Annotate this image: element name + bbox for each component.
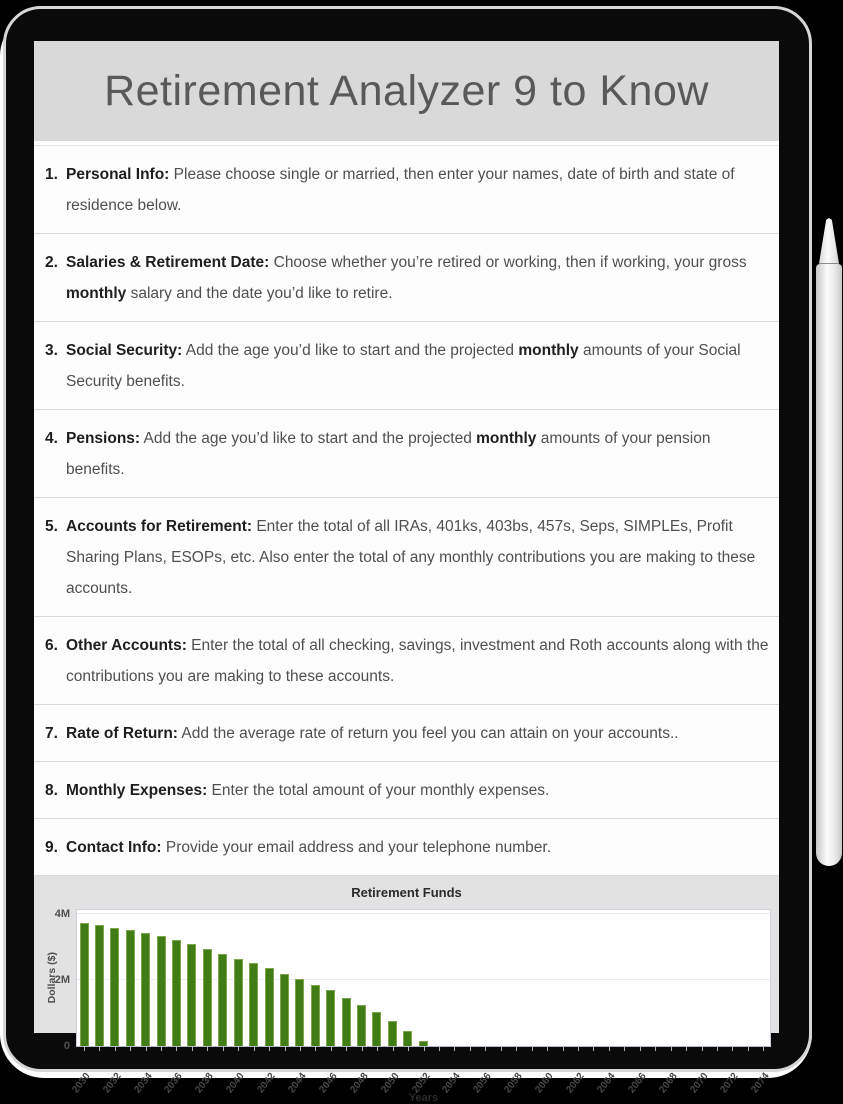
instruction-item-1 (34, 145, 779, 234)
plot-area (54, 908, 771, 1052)
x-tick-label-2048: 2048 (348, 1071, 371, 1096)
bar-2031 (95, 925, 104, 1046)
item-text: Accounts for Retirement: Enter the total of all IRAs, 401ks, 403bs, 457s, Seps, SIMPLEs, Profit Sharing Plans, ESOPs, etc. Also enter the total of any monthly contributions you are making to these accounts. (66, 518, 756, 597)
chart-title: Retirement Funds (351, 885, 462, 900)
bar-2037 (187, 944, 196, 1046)
x-tick-label-2070: 2070 (687, 1071, 711, 1096)
x-tick-label-2052: 2052 (409, 1071, 433, 1096)
plot-wrapper (54, 908, 772, 1096)
bar-2040 (234, 959, 243, 1046)
item-text: Social Security: Add the age you’d like to start and the projected monthly amounts of your Social Security benefits. (66, 342, 741, 390)
bar-2052 (419, 1041, 428, 1046)
bar-2049 (372, 1012, 381, 1046)
x-tick-label-2034: 2034 (131, 1071, 155, 1096)
bar-2036 (172, 940, 181, 1046)
x-tick-label-2036: 2036 (162, 1071, 186, 1096)
item-text: Salaries & Retirement Date: Choose whether you’re retired or working, then if working, your gross monthly salary and the date you’d like to retire. (66, 254, 747, 302)
gridline-4M (77, 913, 770, 914)
stylus-tip (817, 218, 841, 264)
x-tick-label-2074: 2074 (749, 1071, 772, 1096)
bar-2030 (80, 923, 89, 1046)
item-text: Monthly Expenses: Enter the total amount of your monthly expenses. (66, 782, 550, 799)
x-tick-label-2056: 2056 (471, 1071, 494, 1096)
item-label: Social Security: (66, 342, 183, 359)
x-tick-label-2058: 2058 (502, 1071, 525, 1096)
x-tick-label-2064: 2064 (595, 1071, 618, 1096)
bar-2042 (265, 968, 274, 1046)
bar-2047 (342, 998, 351, 1047)
item-number: 7. (45, 725, 58, 742)
bar-2041 (249, 963, 258, 1046)
bar-2039 (218, 954, 227, 1046)
x-tick-label-2066: 2066 (626, 1071, 649, 1096)
bar-2048 (357, 1005, 366, 1046)
instruction-item-7 (34, 705, 779, 762)
item-label: Other Accounts: (66, 637, 187, 654)
instruction-item-2 (34, 234, 779, 322)
bar-2046 (326, 990, 335, 1046)
bar-2045 (311, 985, 320, 1046)
x-tick-label-2046: 2046 (317, 1071, 340, 1096)
item-text: Rate of Return: Add the average rate of return you feel you can attain on your accounts.. (66, 725, 679, 742)
chart-section (34, 876, 779, 1104)
item-number: 4. (45, 430, 58, 447)
x-tick-label-2042: 2042 (255, 1071, 278, 1096)
bar-2032 (110, 928, 119, 1046)
x-tick-label-2062: 2062 (564, 1071, 587, 1096)
item-label: Contact Info: (66, 839, 162, 856)
stylus (816, 218, 842, 866)
y-tick-label-0: 0 (63, 1040, 70, 1052)
x-tick-label-2040: 2040 (224, 1071, 247, 1096)
item-number: 9. (45, 839, 58, 856)
item-number: 3. (45, 342, 58, 359)
item-text: Personal Info: Please choose single or married, then enter your names, date of birth and state of residence below. (66, 166, 735, 214)
item-label: Pensions: (66, 430, 141, 447)
x-tick-label-2054: 2054 (440, 1071, 464, 1096)
y-tick-label-4M: 4M (54, 908, 70, 920)
item-number: 1. (45, 166, 58, 183)
x-axis-labels (70, 1047, 772, 1096)
x-tick-label-2072: 2072 (718, 1071, 742, 1096)
x-tick-label-2068: 2068 (656, 1071, 680, 1096)
x-tick-label-2032: 2032 (100, 1071, 124, 1096)
bar-2035 (157, 936, 166, 1046)
bar-2050 (388, 1021, 397, 1046)
tablet-frame (3, 6, 812, 1104)
item-label: Monthly Expenses: (66, 782, 208, 799)
item-text: Contact Info: Provide your email address and your telephone number. (66, 839, 552, 856)
bar-2044 (295, 979, 304, 1046)
item-label: Accounts for Retirement: (66, 518, 253, 535)
stylus-body (816, 264, 842, 866)
instruction-item-3 (34, 322, 779, 410)
page-header (34, 41, 779, 141)
y-axis-title-text: Dollars ($) (46, 952, 58, 1004)
x-tick-label-2050: 2050 (378, 1071, 402, 1096)
y-tick-label-2M: 2M (54, 974, 70, 986)
page-title: Retirement Analyzer 9 to Know (104, 66, 709, 115)
instruction-item-5 (34, 498, 779, 617)
item-label: Rate of Return: (66, 725, 178, 742)
bar-2034 (141, 933, 150, 1046)
bar-2043 (280, 974, 289, 1046)
tablet-screen (34, 41, 779, 1104)
x-tick-label-2030: 2030 (70, 1071, 93, 1096)
item-text: Other Accounts: Enter the total of all checking, savings, investment and Roth accounts along with the contributions you are making to these accounts. (66, 637, 769, 685)
item-label: Personal Info: (66, 166, 170, 183)
x-tick-label-2038: 2038 (193, 1071, 216, 1096)
item-label: Salaries & Retirement Date: (66, 254, 270, 271)
instruction-item-6 (34, 617, 779, 705)
bar-2033 (126, 930, 135, 1046)
item-number: 5. (45, 518, 58, 535)
x-axis-title: Years (408, 1092, 439, 1104)
item-number: 8. (45, 782, 58, 799)
bar-2038 (203, 949, 212, 1046)
item-number: 6. (45, 637, 58, 654)
instruction-item-8 (34, 762, 779, 819)
instruction-item-9 (34, 819, 779, 876)
x-tick-label-2044: 2044 (286, 1071, 309, 1096)
instruction-list (34, 145, 779, 876)
bar-2051 (403, 1031, 412, 1046)
x-tick-label-2060: 2060 (533, 1071, 556, 1096)
item-text: Pensions: Add the age you’d like to start and the projected monthly amounts of your pension benefits. (66, 430, 711, 478)
instruction-item-4 (34, 410, 779, 498)
item-number: 2. (45, 254, 58, 271)
